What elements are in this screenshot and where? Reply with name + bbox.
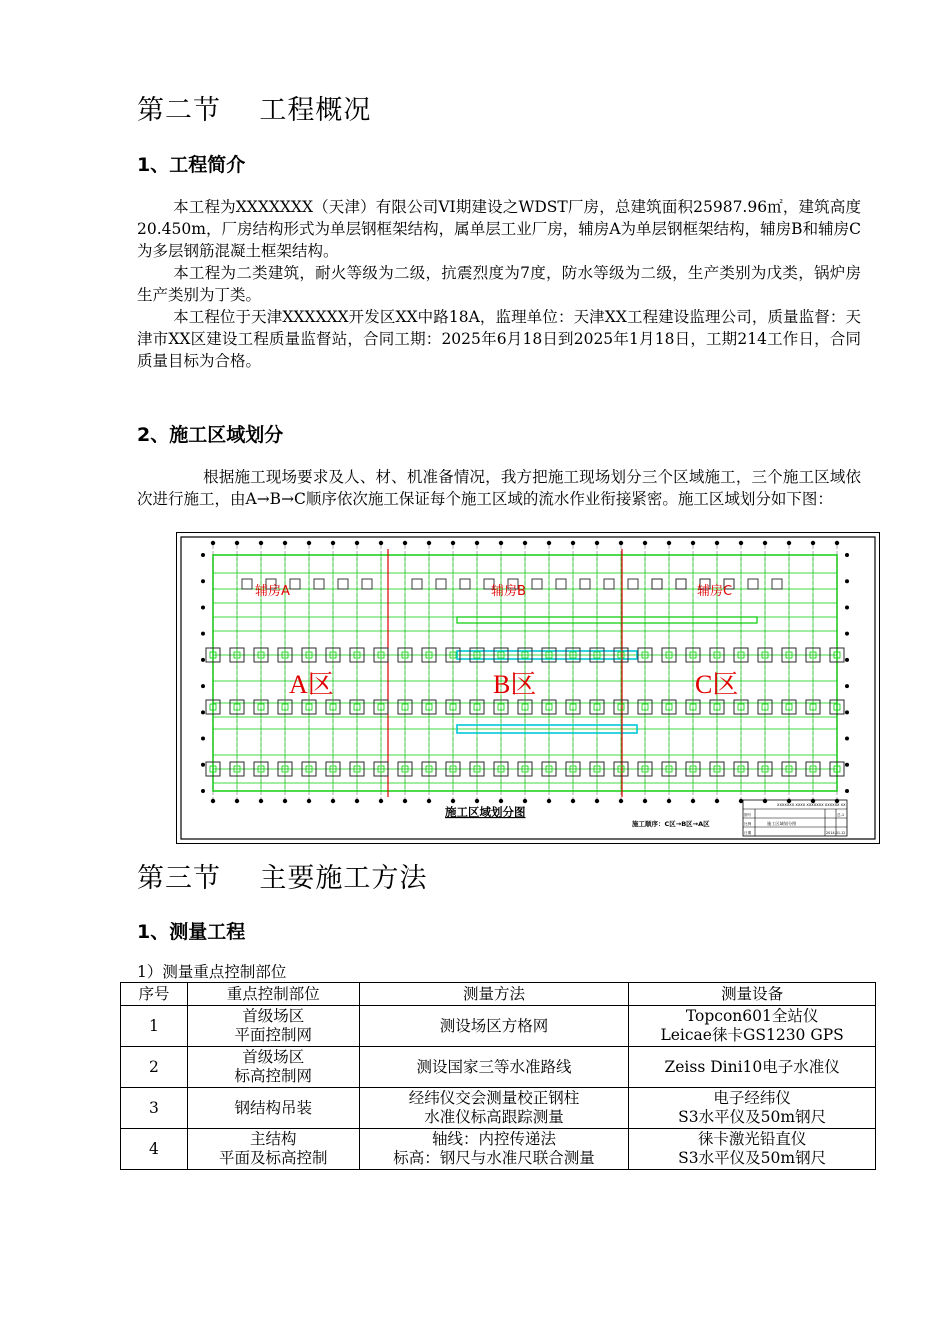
paragraph-text: 根据施工现场要求及人、材、机准备情况，我方把施工现场划分三个区域施工，三个施工区域依次进行施工，由A→B→C顺序依次施工保证每个施工区域的流水作业衔接紧密。施工区域划分如下图： xyxy=(137,468,861,508)
title-block xyxy=(743,800,847,836)
subsection-title: 2、施工区域划分 xyxy=(137,424,284,446)
cell-method-line: 测设国家三等水准路线 xyxy=(416,1057,572,1076)
axis-bubble-right xyxy=(845,789,849,793)
table-body xyxy=(121,1006,876,1170)
axis-bubble-top xyxy=(667,541,671,545)
axis-bubble-bottom xyxy=(547,799,551,803)
axis-bubble-top xyxy=(523,541,527,545)
axis-bubble-right xyxy=(845,658,849,662)
axis-bubble-top xyxy=(403,541,407,545)
axis-bubble-left xyxy=(201,579,205,583)
axis-bubble-left xyxy=(201,710,205,714)
axis-bubble-bottom xyxy=(643,799,647,803)
cell-equipment-line: 徕卡激光铅直仪 xyxy=(697,1130,807,1148)
axis-bubble-left xyxy=(201,737,205,741)
annex-column xyxy=(604,579,614,589)
cell-part-line: 首级场区 xyxy=(242,1048,305,1066)
axis-bubble-bottom xyxy=(619,799,623,803)
title-block-header: XXXXXXX XXXX XXXXXXX XXXXXX XX xyxy=(777,803,846,807)
cell-no: 1 xyxy=(121,1006,188,1047)
axis-bubble-bottom xyxy=(259,799,263,803)
axis-bubble-left xyxy=(201,763,205,767)
title-block-label-number: 图号 xyxy=(744,813,752,817)
axis-bubble-bottom xyxy=(523,799,527,803)
axis-bubble-bottom xyxy=(403,799,407,803)
axis-bubble-top xyxy=(763,541,767,545)
axis-bubble-right xyxy=(845,605,849,609)
annex-column xyxy=(556,579,566,589)
axis-bubble-top xyxy=(619,541,623,545)
annex-label-a: 辅房A xyxy=(255,584,290,599)
cell-method-line: 水准仪标高跟踪测量 xyxy=(424,1108,564,1126)
axis-bubble-left xyxy=(201,684,205,688)
cell-part xyxy=(187,1129,359,1170)
cell-part xyxy=(187,1088,359,1129)
cell-method-line: 轴线：内控传递法 xyxy=(431,1130,556,1148)
paragraph-intro-2 xyxy=(137,262,861,306)
survey-control-table xyxy=(120,982,876,1170)
annex-label-c: 辅房C xyxy=(697,584,733,599)
axis-bubble-right xyxy=(845,632,849,636)
axis-bubble-bottom xyxy=(667,799,671,803)
annex-column xyxy=(436,579,446,589)
axis-bubble-bottom xyxy=(715,799,719,803)
axis-bubble-bottom xyxy=(283,799,287,803)
axis-bubble-top xyxy=(259,541,263,545)
annex-column xyxy=(460,579,470,589)
paragraph-intro-3 xyxy=(137,306,861,372)
axis-bubble-right xyxy=(845,737,849,741)
cell-part xyxy=(187,1047,359,1088)
axis-bubble-left xyxy=(201,789,205,793)
axis-bubble-bottom xyxy=(763,799,767,803)
axis-bubble-left xyxy=(201,658,205,662)
paragraph-text: 本工程为XXXXXXX（天津）有限公司VI期建设之WDST厂房，总建筑面积25987.96㎡，建筑高度20.450m，厂房结构形式为单层钢框架结构，属单层工业厂房，辅房A为单层钢框架结构，辅房B和辅房C为多层钢筋混凝土框架结构。 xyxy=(137,198,861,260)
axis-bubble-top xyxy=(739,541,743,545)
annex-column xyxy=(338,579,348,589)
axis-bubble-bottom xyxy=(595,799,599,803)
axis-bubble-top xyxy=(595,541,599,545)
subsection-title: 1、工程简介 xyxy=(137,154,246,176)
cell-method-line: 测设场区方格网 xyxy=(439,1016,549,1035)
axis-bubble-right xyxy=(845,684,849,688)
zone-division-drawing xyxy=(176,532,880,844)
construction-order-note: 施工顺序：C区→B区→A区 xyxy=(632,820,710,828)
title-block-label-date: 日期 xyxy=(744,831,752,835)
green-band xyxy=(457,617,757,623)
title-block-number: 总-1 xyxy=(837,813,845,817)
axis-bubble-bottom xyxy=(451,799,455,803)
table-row xyxy=(121,1006,876,1047)
cell-part-line: 主结构 xyxy=(250,1130,297,1148)
cell-method xyxy=(359,1088,629,1129)
axis-bubble-bottom xyxy=(475,799,479,803)
cell-no: 2 xyxy=(121,1047,188,1088)
axis-bubble-top xyxy=(235,541,239,545)
axis-bubble-right xyxy=(845,763,849,767)
cell-equipment xyxy=(629,1129,876,1170)
cell-equipment xyxy=(629,1088,876,1129)
cad-plan-svg xyxy=(177,533,879,843)
cell-part-line: 平面控制网 xyxy=(234,1026,313,1044)
cell-part xyxy=(187,1006,359,1047)
annex-column xyxy=(290,579,300,589)
table-row xyxy=(121,1047,876,1088)
cell-part-line: 首级场区 xyxy=(242,1007,305,1025)
zone-label-c: C区 xyxy=(695,670,739,699)
axis-bubble-bottom xyxy=(379,799,383,803)
axis-bubble-top xyxy=(835,541,839,545)
annex-column xyxy=(676,579,686,589)
cell-method xyxy=(359,1006,629,1047)
axis-bubble-top xyxy=(427,541,431,545)
axis-bubble-top xyxy=(331,541,335,545)
axis-bubble-top xyxy=(499,541,503,545)
axis-bubble-left xyxy=(201,553,205,557)
axis-bubble-top xyxy=(283,541,287,545)
axis-bubble-bottom xyxy=(499,799,503,803)
table-header-row xyxy=(121,983,876,1006)
annex-column xyxy=(772,579,782,589)
cell-equipment-line: S3水平仪及50m钢尺 xyxy=(678,1149,827,1167)
cell-equipment-line: Topcon601全站仪 xyxy=(685,1007,819,1025)
cell-part-line: 钢结构吊装 xyxy=(234,1098,313,1117)
paragraph-text: 本工程为二类建筑，耐火等级为二级，抗震烈度为7度，防水等级为二级，生产类别为戊类，锅炉房生产类别为丁类。 xyxy=(137,264,861,304)
cell-equipment-line: Leicae徕卡GS1230 GPS xyxy=(660,1026,844,1044)
annex-column xyxy=(748,579,758,589)
title-block-drawing-name: 施工区域划分图 xyxy=(767,821,797,826)
annex-column xyxy=(652,579,662,589)
cell-equipment-line: 电子经纬仪 xyxy=(713,1089,791,1107)
section-title: 第三节 主要施工方法 xyxy=(137,863,428,894)
axis-bubble-right xyxy=(845,710,849,714)
cell-equipment-line: S3水平仪及50m钢尺 xyxy=(678,1108,827,1126)
header-method: 测量方法 xyxy=(359,983,629,1006)
axis-bubble-top xyxy=(355,541,359,545)
axis-bubble-top xyxy=(787,541,791,545)
annex-column xyxy=(676,579,686,589)
annex-column xyxy=(532,579,542,589)
cell-part-line: 平面及标高控制 xyxy=(219,1149,328,1167)
table-row xyxy=(121,1088,876,1129)
cell-method-line: 经纬仪交会测量校正钢柱 xyxy=(408,1089,580,1107)
axis-bubble-top xyxy=(379,541,383,545)
axis-bubble-top xyxy=(691,541,695,545)
paragraph-intro-1 xyxy=(137,196,861,262)
axis-bubble-right xyxy=(845,579,849,583)
axis-bubble-bottom xyxy=(307,799,311,803)
axis-bubble-bottom xyxy=(235,799,239,803)
zone-label-b: B区 xyxy=(493,670,537,699)
axis-bubble-top xyxy=(547,541,551,545)
annex-column xyxy=(314,579,324,589)
annex-column xyxy=(412,579,422,589)
axis-bubble-bottom xyxy=(355,799,359,803)
cell-equipment xyxy=(629,1047,876,1088)
section-title: 第二节 工程概况 xyxy=(137,95,372,126)
paragraph-text: 本工程位于天津XXXXXX开发区XX中路18A，监理单位：天津XX工程建设监理公司，质量监督：天津市XX区建设工程质量监督站，合同工期：2025年6月18日到2025年1月18日，工期214工作日，合同质量目标为合格。 xyxy=(137,308,861,370)
axis-bubble-bottom xyxy=(571,799,575,803)
cell-no: 4 xyxy=(121,1129,188,1170)
annex-column xyxy=(362,579,372,589)
cell-method xyxy=(359,1047,629,1088)
paragraph-zones xyxy=(137,466,861,510)
axis-bubble-bottom xyxy=(331,799,335,803)
axis-bubble-bottom xyxy=(739,799,743,803)
cell-no: 3 xyxy=(121,1088,188,1129)
cell-part-line: 标高控制网 xyxy=(234,1067,313,1085)
axis-bubble-left xyxy=(201,632,205,636)
axis-bubble-top xyxy=(643,541,647,545)
axis-bubble-top xyxy=(451,541,455,545)
title-block-label-scale: 比例 xyxy=(744,822,752,826)
axis-bubble-left xyxy=(201,605,205,609)
annex-column xyxy=(242,579,252,589)
subsection-title: 1、测量工程 xyxy=(137,921,246,943)
axis-bubble-bottom xyxy=(691,799,695,803)
axis-bubble-top xyxy=(475,541,479,545)
axis-bubble-right xyxy=(845,553,849,557)
table-caption: 1）测量重点控制部位 xyxy=(137,963,287,981)
header-equipment: 测量设备 xyxy=(629,983,876,1006)
cell-equipment-line: Zeiss Dini10电子水准仪 xyxy=(664,1057,840,1076)
annex-column xyxy=(652,579,662,589)
cell-equipment xyxy=(629,1006,876,1047)
axis-bubble-top xyxy=(307,541,311,545)
cell-method-line: 标高：钢尺与水准尺联合测量 xyxy=(393,1149,595,1167)
title-block-date: 2014.01.12 xyxy=(826,831,846,835)
axis-bubble-top xyxy=(571,541,575,545)
annex-column xyxy=(580,579,590,589)
axis-bubble-top xyxy=(715,541,719,545)
header-part: 重点控制部位 xyxy=(187,983,359,1006)
axis-bubble-top xyxy=(211,541,215,545)
header-no: 序号 xyxy=(121,983,188,1006)
annex-label-b: 辅房B xyxy=(491,584,526,599)
axis-bubble-bottom xyxy=(427,799,431,803)
table-row xyxy=(121,1129,876,1170)
axis-bubble-bottom xyxy=(211,799,215,803)
drawing-caption: 施工区域划分图 xyxy=(445,805,526,819)
zone-label-a: A区 xyxy=(289,670,334,699)
axis-bubble-top xyxy=(811,541,815,545)
cell-method xyxy=(359,1129,629,1170)
annex-column xyxy=(628,579,638,589)
